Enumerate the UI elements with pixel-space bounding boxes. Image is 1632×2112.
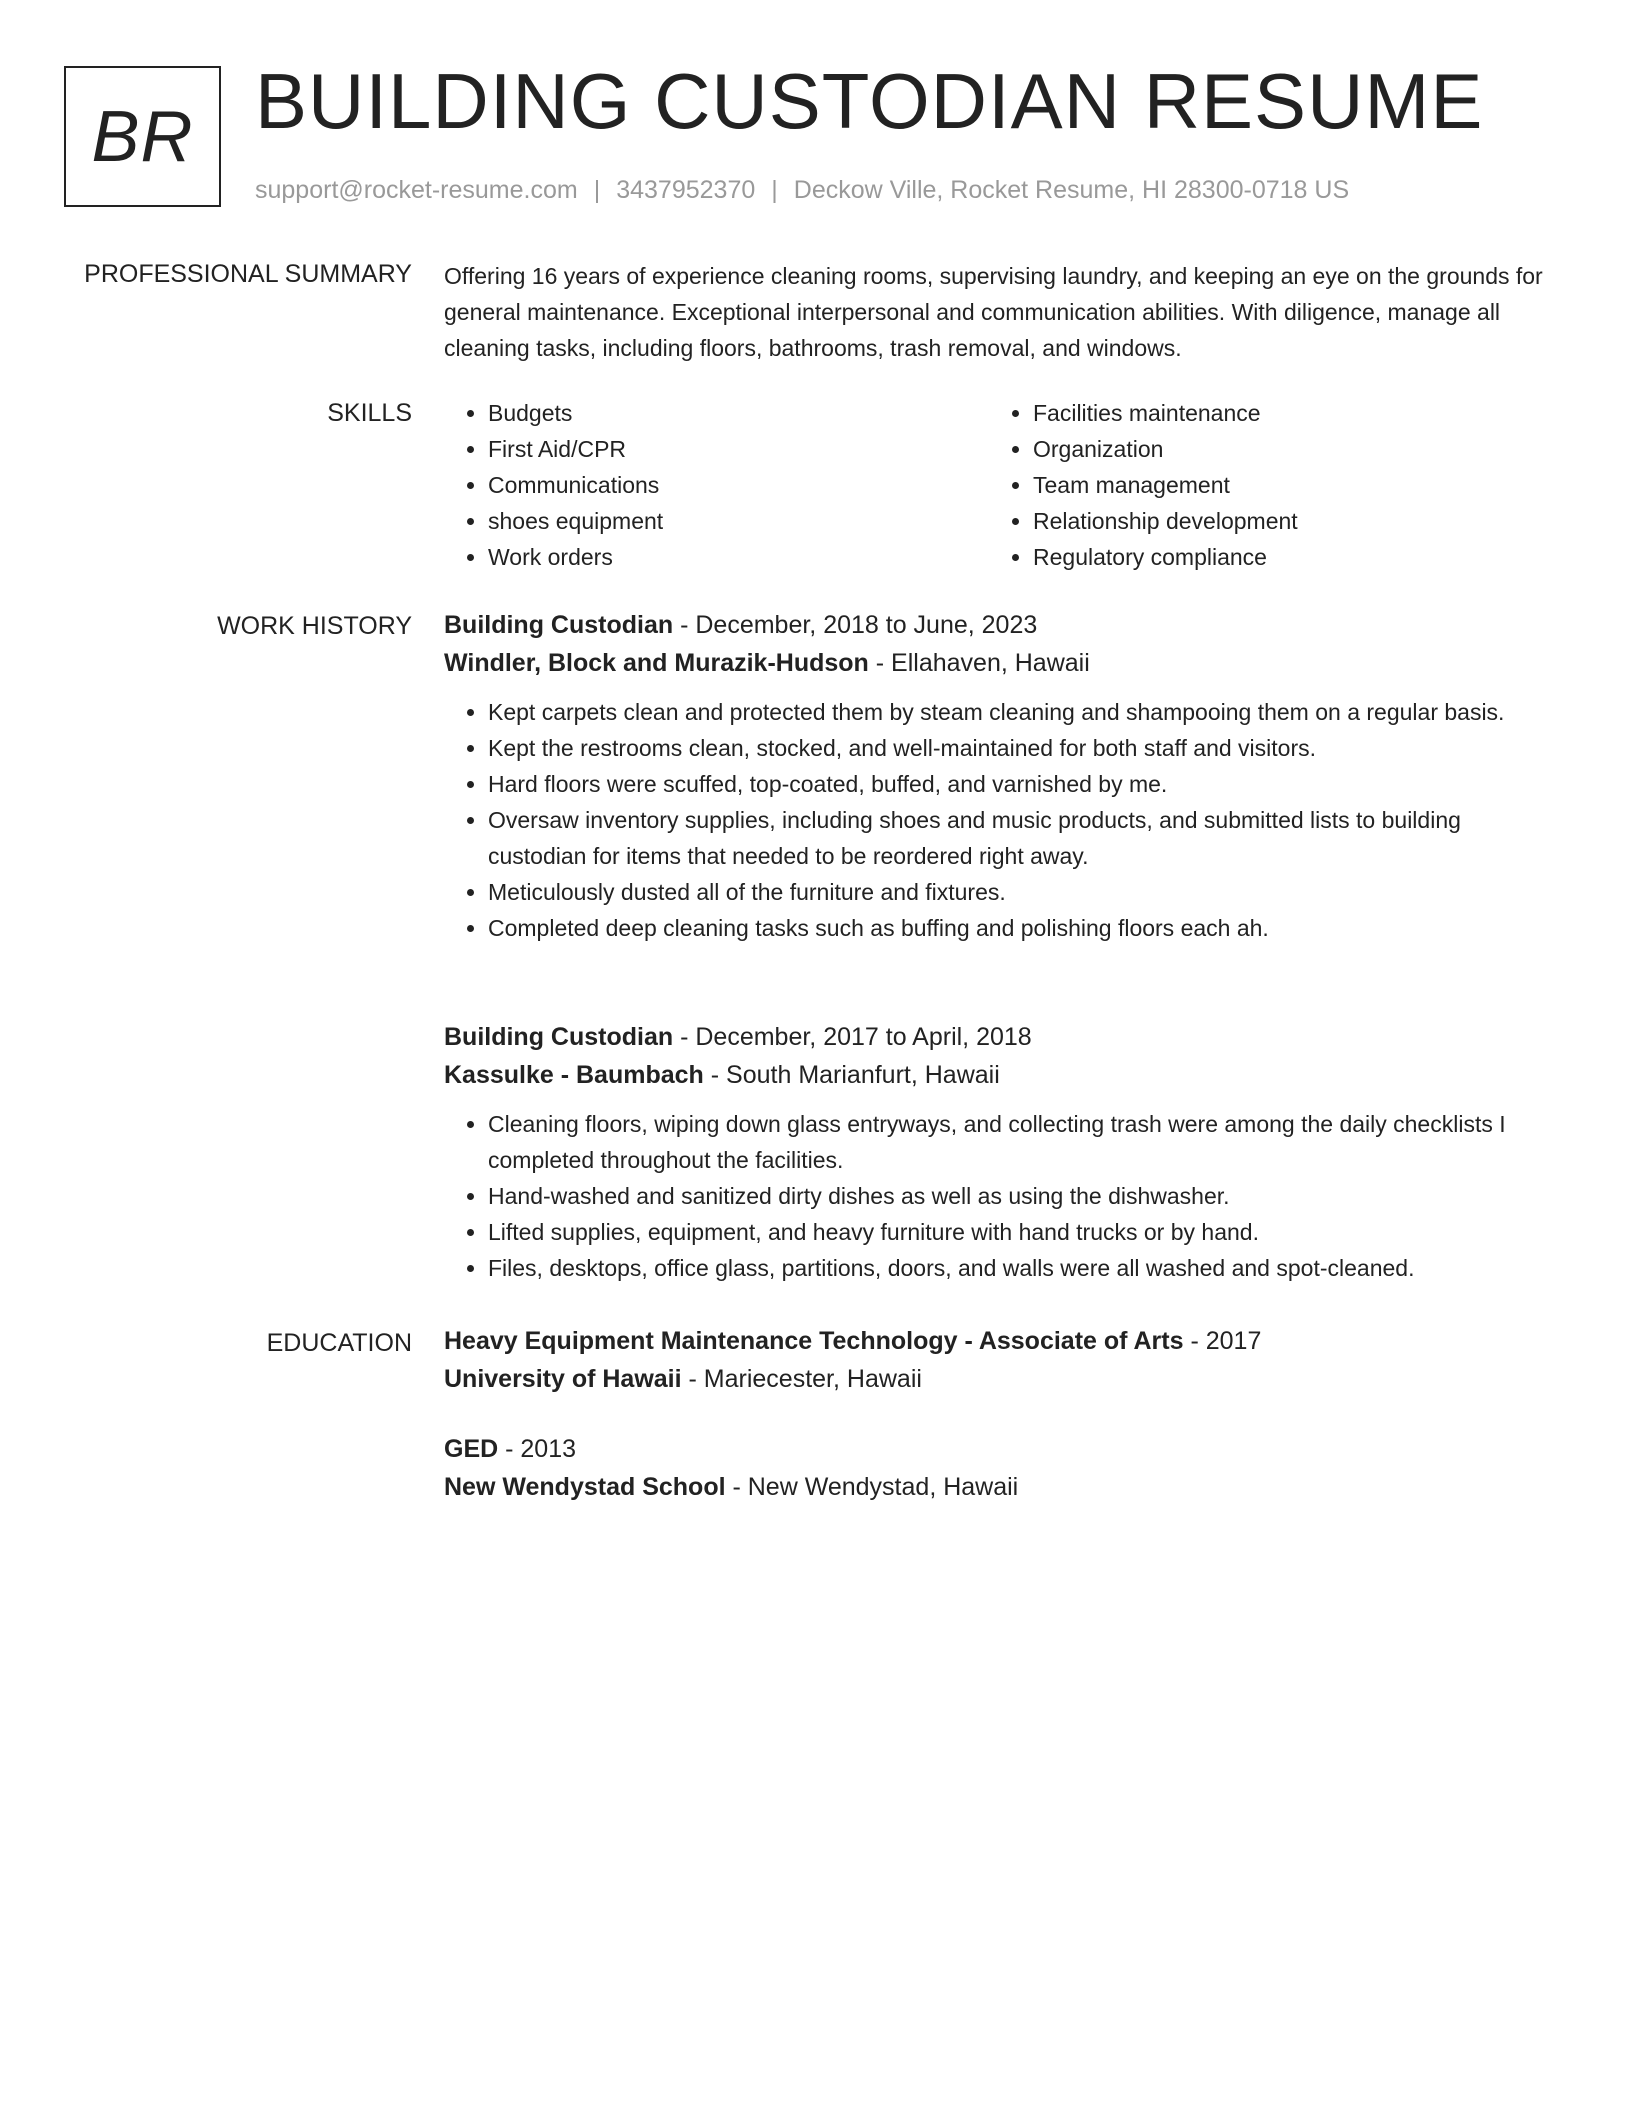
job-bullets <box>444 1106 1554 1286</box>
education-school-line <box>444 1360 1554 1398</box>
education-degree-line <box>444 1430 1554 1468</box>
job-bullet: • Meticulously dusted all of the furniture and fixtures. <box>488 874 1554 910</box>
job-bullet: • Completed deep cleaning tasks such as buffing and polishing floors each ah. <box>488 910 1554 946</box>
monogram-badge <box>64 66 221 207</box>
contact-separator: | <box>771 176 778 204</box>
education-year: - 2013 <box>498 1435 577 1463</box>
job-bullets <box>444 694 1554 946</box>
job-location: - South Marianfurt, Hawaii <box>703 1061 1000 1089</box>
section-label-work-history: WORK HISTORY <box>217 612 412 640</box>
education-degree: GED <box>444 1435 499 1463</box>
job-title: Building Custodian <box>444 611 674 639</box>
job-title-line <box>444 1018 1554 1056</box>
skill-item: • First Aid/CPR <box>488 431 989 467</box>
education-degree-line <box>444 1322 1554 1360</box>
skill-item: • Budgets <box>488 395 989 431</box>
skills-column-right <box>989 395 1534 575</box>
job-location: - Ellahaven, Hawaii <box>868 649 1090 677</box>
job-bullet: • Hard floors were scuffed, top-coated, buffed, and varnished by me. <box>488 766 1554 802</box>
skill-item: • shoes equipment <box>488 503 989 539</box>
skill-item: • Relationship development <box>1033 503 1534 539</box>
contact-phone: 3437952370 <box>616 176 756 204</box>
contact-address: Deckow Ville, Rocket Resume, HI 28300-0718 US <box>793 176 1350 204</box>
job-dates: - December, 2017 to April, 2018 <box>673 1023 1032 1051</box>
job-company-line <box>444 644 1554 682</box>
skill-item: • Work orders <box>488 539 989 575</box>
job-bullet: • Lifted supplies, equipment, and heavy furniture with hand trucks or by hand. <box>488 1214 1554 1250</box>
education-entry <box>444 1322 1554 1398</box>
education-school: New Wendystad School <box>444 1473 726 1501</box>
job-title-line <box>444 606 1554 644</box>
education-entry <box>444 1430 1554 1506</box>
skills-list <box>444 395 1554 575</box>
education-year: - 2017 <box>1183 1327 1262 1355</box>
section-label-skills: SKILLS <box>327 399 412 427</box>
education-degree: Heavy Equipment Maintenance Technology - Associate of Arts <box>444 1327 1184 1355</box>
job-title: Building Custodian <box>444 1023 674 1051</box>
job-company: Windler, Block and Murazik-Hudson <box>444 649 869 677</box>
section-label-summary: PROFESSIONAL SUMMARY <box>84 260 412 288</box>
job-bullet: • Cleaning floors, wiping down glass entryways, and collecting trash were among the daily checklists I completed throughout the facilities. <box>488 1106 1554 1178</box>
job-bullet: • Kept the restrooms clean, stocked, and well-maintained for both staff and visitors. <box>488 730 1554 766</box>
job-entry <box>444 1018 1554 1286</box>
education-location: - New Wendystad, Hawaii <box>725 1473 1019 1501</box>
job-dates: - December, 2018 to June, 2023 <box>673 611 1038 639</box>
summary-text: Offering 16 years of experience cleaning rooms, supervising laundry, and keeping an eye on the grounds for general maintenance. Exceptional interpersonal and communication abilities. With diligence, manage all cleaning tasks, including floors, bathrooms, trash removal, and windows. <box>444 263 1543 361</box>
monogram-text: BR <box>91 96 194 177</box>
skill-item: • Facilities maintenance <box>1033 395 1534 431</box>
skill-item: • Organization <box>1033 431 1534 467</box>
contact-separator: | <box>593 176 601 204</box>
skills-column-left <box>444 395 989 575</box>
job-company: Kassulke - Baumbach <box>444 1061 704 1089</box>
job-company-line <box>444 1056 1554 1094</box>
job-bullet: • Oversaw inventory supplies, including shoes and music products, and submitted lists to building custodian for items that needed to be reordered right away. <box>488 802 1554 874</box>
skill-item: • Communications <box>488 467 989 503</box>
education-location: - Mariecester, Hawaii <box>681 1365 922 1393</box>
skill-item: • Regulatory compliance <box>1033 539 1534 575</box>
education-school-line <box>444 1468 1554 1506</box>
job-bullet: • Hand-washed and sanitized dirty dishes as well as using the dishwasher. <box>488 1178 1554 1214</box>
job-bullet: • Kept carpets clean and protected them by steam cleaning and shampooing them on a regular basis. <box>488 694 1554 730</box>
contact-email: support@rocket-resume.com <box>255 176 578 204</box>
job-bullet: • Files, desktops, office glass, partitions, doors, and walls were all washed and spot-cleaned. <box>488 1250 1554 1286</box>
job-entry <box>444 606 1554 946</box>
resume-title: BUILDING CUSTODIAN RESUME <box>255 57 1484 145</box>
section-label-education: EDUCATION <box>266 1329 412 1357</box>
education-school: University of Hawaii <box>444 1365 682 1393</box>
contact-line <box>255 174 1349 206</box>
skill-item: • Team management <box>1033 467 1534 503</box>
